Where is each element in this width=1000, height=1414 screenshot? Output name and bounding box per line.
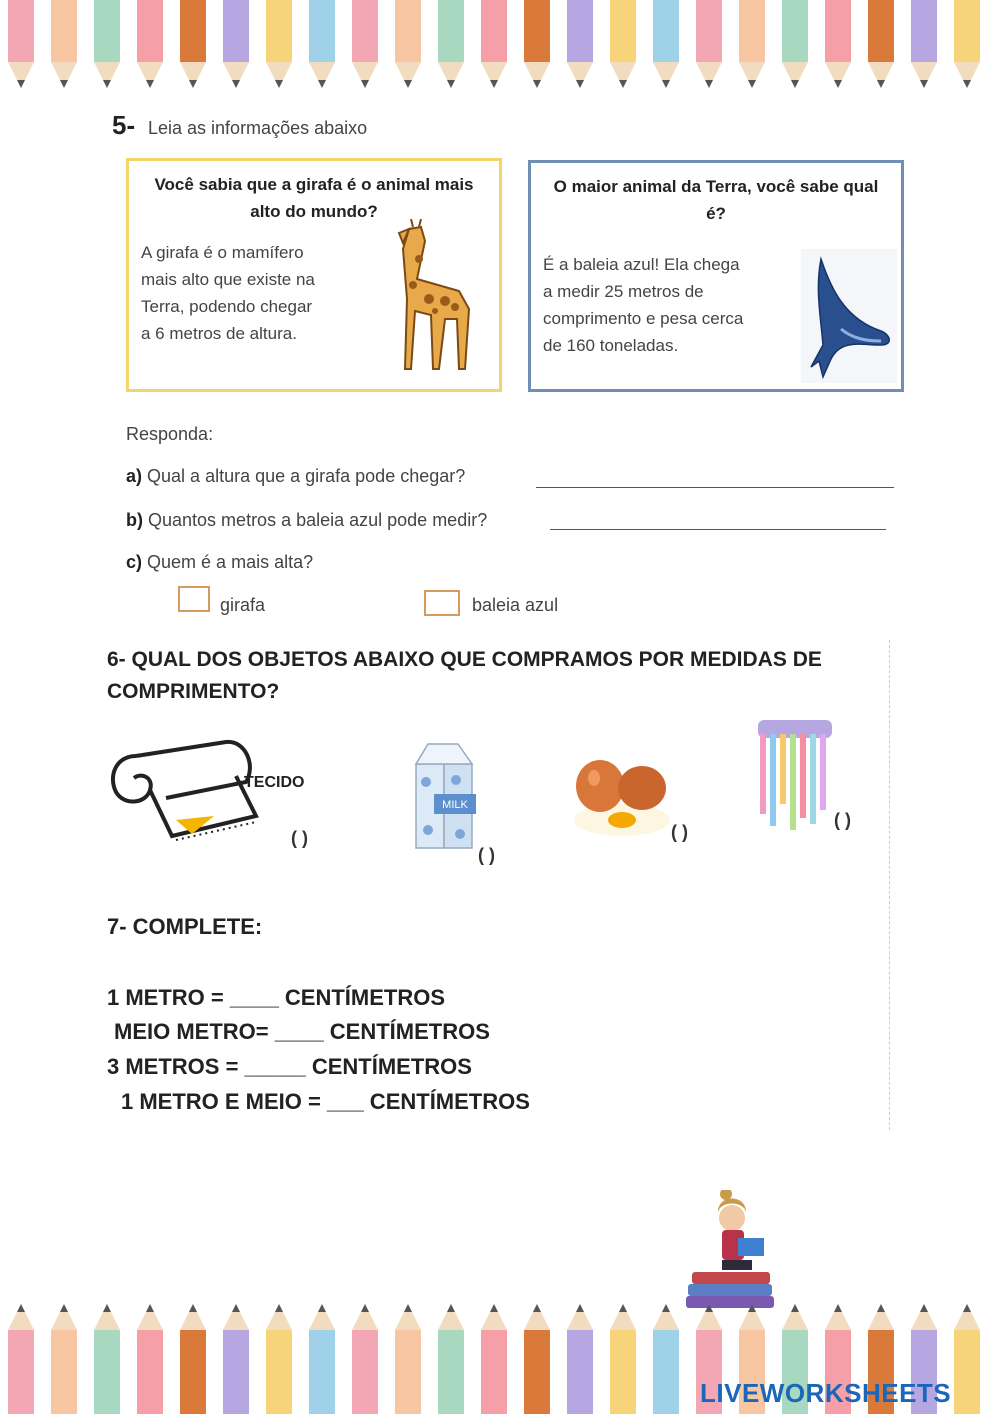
question-a-text: Qual a altura que a girafa pode chegar? bbox=[147, 466, 466, 486]
pencil-decoration bbox=[309, 1330, 335, 1414]
pencil-decoration bbox=[180, 1330, 206, 1414]
pencil-decoration bbox=[653, 0, 679, 62]
whale-line-1: É a baleia azul! Ela chega bbox=[543, 255, 740, 274]
question-a-letter: a) bbox=[126, 466, 143, 486]
question-c-letter: c) bbox=[126, 552, 143, 572]
giraffe-line-2: mais alto que existe na bbox=[141, 270, 315, 289]
whale-line-2: a medir 25 metros de bbox=[543, 282, 704, 301]
pencil-decoration bbox=[954, 0, 980, 62]
pencil-decoration bbox=[567, 1330, 593, 1414]
checkbox-baleia-azul[interactable] bbox=[424, 590, 460, 616]
question-c-text: Quem é a mais alta? bbox=[147, 552, 314, 572]
pencil-decoration bbox=[318, 1304, 326, 1312]
pencil-decoration bbox=[877, 1304, 885, 1312]
responda-label: Responda: bbox=[126, 424, 214, 444]
pencil-decoration bbox=[610, 1330, 636, 1414]
milk-carton-icon bbox=[408, 738, 480, 850]
pencil-decoration bbox=[51, 0, 77, 62]
complete-line-4[interactable]: 1 METRO E MEIO = ___ CENTÍMETROS bbox=[121, 1089, 530, 1114]
giraffe-line-1: A girafa é o mamífero bbox=[141, 243, 304, 262]
pencil-decoration bbox=[533, 80, 541, 88]
pencil-decoration bbox=[137, 1330, 163, 1414]
pencil-decoration bbox=[266, 0, 292, 62]
question-b-letter: b) bbox=[126, 510, 143, 530]
pencil-decoration bbox=[94, 1330, 120, 1414]
pencil-decoration bbox=[361, 1304, 369, 1312]
pencil-decoration bbox=[275, 1304, 283, 1312]
pencil-decoration bbox=[705, 80, 713, 88]
question-5-number: 5- bbox=[112, 110, 136, 140]
whale-box-heading: O maior animal da Terra, você sabe qual é? bbox=[553, 177, 879, 223]
pencil-decoration bbox=[662, 80, 670, 88]
pencil-decoration bbox=[103, 1304, 111, 1312]
answer-b-input[interactable] bbox=[550, 512, 886, 530]
pencil-decoration bbox=[911, 0, 937, 62]
liveworksheets-logo: LIVEWORKSHEETS bbox=[700, 1378, 952, 1408]
pencil-decoration bbox=[920, 1304, 928, 1312]
pencil-decoration bbox=[705, 1304, 713, 1312]
pencil-decoration bbox=[963, 1304, 971, 1312]
pencil-decoration bbox=[619, 80, 627, 88]
pencil-decoration bbox=[825, 0, 851, 62]
question-b-text: Quantos metros a baleia azul pode medir? bbox=[148, 510, 488, 530]
whale-info-box bbox=[528, 160, 904, 392]
giraffe-illustration bbox=[369, 219, 489, 379]
question-a bbox=[126, 466, 465, 487]
pencil-decoration bbox=[696, 0, 722, 62]
complete-line-1[interactable]: 1 METRO = ____ CENTÍMETROS bbox=[107, 985, 446, 1010]
question-6-title: 6- QUAL DOS OBJETOS ABAIXO QUE COMPRAMOS POR MEDIDAS DE COMPRIMENTO? bbox=[107, 648, 822, 703]
whale-line-3: comprimento e pesa cerca bbox=[543, 309, 744, 328]
pencil-decoration bbox=[395, 0, 421, 62]
pencil-decoration bbox=[17, 80, 25, 88]
pencil-decoration bbox=[576, 80, 584, 88]
pencil-decoration bbox=[791, 80, 799, 88]
question-b bbox=[126, 510, 487, 531]
teacher-reading-illustration bbox=[684, 1190, 784, 1314]
complete-line-3[interactable]: 3 METROS = _____ CENTÍMETROS bbox=[107, 1054, 472, 1079]
pencil-decoration bbox=[868, 0, 894, 62]
pencil-decoration bbox=[146, 1304, 154, 1312]
complete-line-2[interactable]: MEIO METRO= ____ CENTÍMETROS bbox=[114, 1019, 490, 1044]
pencil-decoration bbox=[447, 80, 455, 88]
paren-milk[interactable]: ( ) bbox=[478, 845, 495, 865]
pencil-decoration bbox=[490, 80, 498, 88]
pencil-decoration bbox=[223, 1330, 249, 1414]
pencil-decoration bbox=[318, 80, 326, 88]
paren-eggs[interactable]: ( ) bbox=[671, 822, 688, 842]
pencil-decoration bbox=[748, 80, 756, 88]
dashed-divider bbox=[889, 640, 890, 1130]
paren-tecido[interactable]: ( ) bbox=[291, 828, 308, 848]
pencil-decoration bbox=[748, 1304, 756, 1312]
pencil-decoration bbox=[481, 0, 507, 62]
pencil-decoration bbox=[619, 1304, 627, 1312]
pencil-decoration bbox=[223, 0, 249, 62]
pencil-decoration bbox=[576, 1304, 584, 1312]
pencil-decoration bbox=[877, 80, 885, 88]
pencil-decoration bbox=[352, 1330, 378, 1414]
pencil-decoration bbox=[94, 0, 120, 62]
pencil-decoration bbox=[309, 0, 335, 62]
checkbox-girafa[interactable] bbox=[178, 586, 210, 612]
pencil-decoration bbox=[232, 80, 240, 88]
question-7-title: 7- COMPLETE: bbox=[107, 914, 263, 939]
tecido-label: TECIDO bbox=[244, 774, 305, 791]
pencil-decoration bbox=[232, 1304, 240, 1312]
question-5-title: Leia as informações abaixo bbox=[148, 118, 368, 138]
pencil-decoration bbox=[834, 80, 842, 88]
pencil-decoration bbox=[8, 1330, 34, 1414]
pencil-decoration bbox=[963, 80, 971, 88]
pencil-decoration bbox=[533, 1304, 541, 1312]
pencil-decoration bbox=[920, 80, 928, 88]
paren-ribbons[interactable]: ( ) bbox=[834, 810, 851, 830]
pencil-decoration bbox=[438, 0, 464, 62]
top-pencil-border bbox=[0, 0, 1000, 100]
pencil-decoration bbox=[662, 1304, 670, 1312]
pencil-decoration bbox=[404, 1304, 412, 1312]
pencil-decoration bbox=[791, 1304, 799, 1312]
option-girafa-label: girafa bbox=[220, 595, 266, 615]
giraffe-line-3: Terra, podendo chegar bbox=[141, 297, 313, 316]
pencil-decoration bbox=[51, 1330, 77, 1414]
pencil-decoration bbox=[395, 1330, 421, 1414]
pencil-decoration bbox=[189, 1304, 197, 1312]
pencil-decoration bbox=[361, 80, 369, 88]
pencil-decoration bbox=[610, 0, 636, 62]
milk-label: MILK bbox=[442, 799, 468, 811]
question-c bbox=[126, 552, 313, 573]
pencil-decoration bbox=[524, 0, 550, 62]
whale-illustration bbox=[801, 249, 897, 383]
pencil-decoration bbox=[404, 80, 412, 88]
pencil-decoration bbox=[782, 0, 808, 62]
pencil-decoration bbox=[180, 0, 206, 62]
giraffe-box-heading: Você sabia que a girafa é o animal mais alto do mundo? bbox=[154, 175, 474, 221]
pencil-decoration bbox=[490, 1304, 498, 1312]
option-baleia-label: baleia azul bbox=[472, 595, 559, 615]
pencil-decoration bbox=[60, 1304, 68, 1312]
pencil-decoration bbox=[8, 0, 34, 62]
pencil-decoration bbox=[447, 1304, 455, 1312]
pencil-decoration bbox=[60, 80, 68, 88]
pencil-decoration bbox=[189, 80, 197, 88]
fabric-roll-icon bbox=[106, 736, 286, 864]
pencil-decoration bbox=[146, 80, 154, 88]
pencil-decoration bbox=[137, 0, 163, 62]
answer-a-input[interactable] bbox=[536, 470, 894, 488]
pencil-decoration bbox=[17, 1304, 25, 1312]
eggs-icon bbox=[570, 756, 674, 842]
pencil-decoration bbox=[103, 80, 111, 88]
pencil-decoration bbox=[834, 1304, 842, 1312]
pencil-decoration bbox=[567, 0, 593, 62]
pencil-decoration bbox=[275, 80, 283, 88]
giraffe-line-4: a 6 metros de altura. bbox=[141, 324, 297, 343]
pencil-decoration bbox=[524, 1330, 550, 1414]
pencil-decoration bbox=[352, 0, 378, 62]
ribbons-icon bbox=[754, 714, 836, 832]
giraffe-info-box bbox=[126, 158, 502, 392]
pencil-decoration bbox=[739, 0, 765, 62]
pencil-decoration bbox=[481, 1330, 507, 1414]
pencil-decoration bbox=[438, 1330, 464, 1414]
pencil-decoration bbox=[653, 1330, 679, 1414]
pencil-decoration bbox=[266, 1330, 292, 1414]
pencil-decoration bbox=[954, 1330, 980, 1414]
whale-line-4: de 160 toneladas. bbox=[543, 336, 679, 355]
